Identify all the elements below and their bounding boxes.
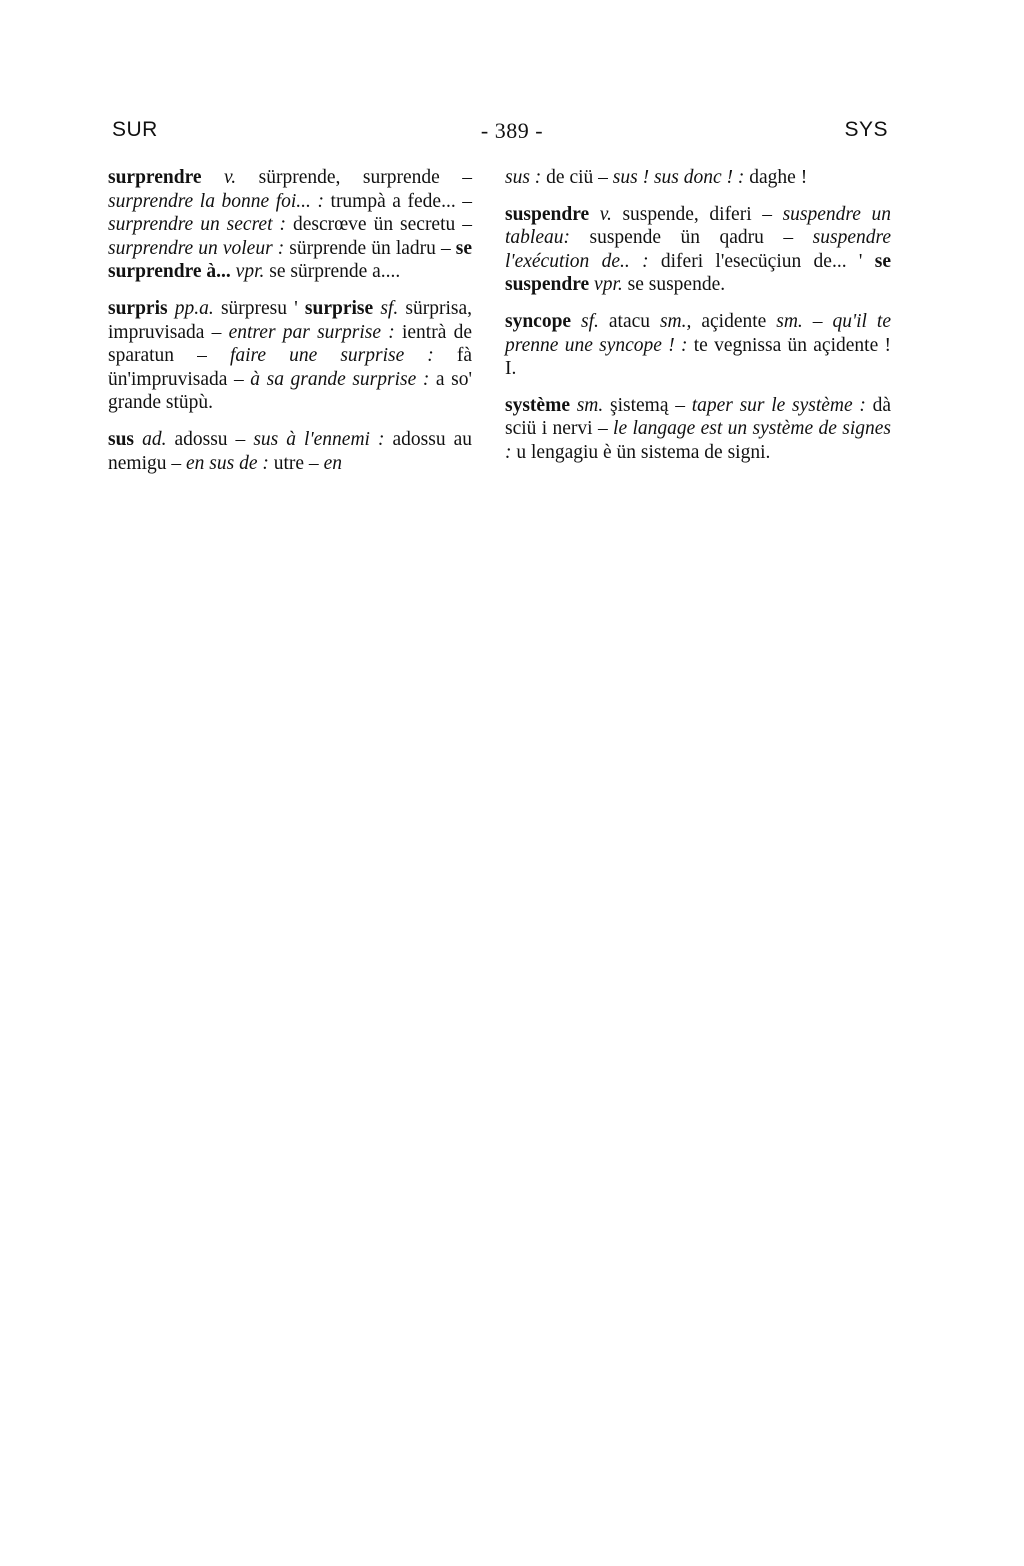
headword: sus — [108, 428, 135, 450]
italic-phrase: le langage est un système de signes : — [505, 418, 891, 463]
right-column — [505, 166, 891, 478]
definition-text: utre – — [268, 452, 324, 474]
definition-text: u lengagiu è ün sistema de signi. — [511, 441, 771, 463]
italic-phrase: surprendre un voleur : — [108, 237, 285, 259]
italic-phrase: vpr. — [235, 261, 265, 283]
page-number: - 389 - — [480, 118, 544, 143]
definition-text: se sürprende a.... — [264, 261, 401, 283]
definition-text — [571, 311, 581, 332]
running-head-left: SUR — [112, 118, 158, 141]
definition-text: de ciü – — [541, 167, 613, 188]
italic-phrase: sm. — [576, 394, 604, 416]
definition-text — [168, 298, 175, 319]
headword: se suspendre — [505, 250, 891, 296]
italic-phrase: en — [323, 452, 342, 474]
definition-text: descrœve ün secretu – — [285, 214, 472, 236]
italic-phrase: surprendre un secret : — [108, 214, 286, 236]
headword: surprendre — [108, 167, 202, 188]
italic-phrase: surprendre la bonne foi... : — [108, 190, 324, 212]
italic-phrase: v. — [224, 167, 237, 188]
definition-text — [589, 204, 600, 225]
italic-phrase: vpr. — [594, 274, 623, 296]
definition-text: atacu — [598, 310, 660, 332]
italic-phrase: taper sur le système : — [691, 394, 866, 416]
dictionary-entry — [505, 310, 891, 381]
definition-text: sürprisa, impruvisada – — [108, 297, 472, 343]
headword: système — [505, 394, 570, 416]
headword: syncope — [505, 310, 572, 332]
italic-phrase: sus : — [505, 167, 542, 188]
definition-text: te vegnissa ün açidente ! I. — [505, 334, 891, 380]
italic-phrase: faire une surprise : — [229, 345, 434, 367]
italic-phrase: sf. — [380, 297, 399, 319]
definition-text: trumpà a fede... – — [323, 190, 472, 212]
left-column — [108, 166, 472, 488]
italic-phrase: qu'il te prenne une syncope ! : — [505, 310, 891, 356]
headword: se surprendre à... — [108, 237, 473, 283]
italic-phrase: pp.a. — [174, 297, 214, 319]
italic-phrase: sm., — [659, 310, 692, 332]
definition-text: dà sciü i nervi – — [505, 394, 892, 440]
italic-phrase: sf. — [581, 310, 599, 332]
italic-phrase: suspendre un tableau: — [505, 203, 892, 249]
italic-phrase: sus ! sus donc ! : — [612, 167, 745, 188]
dictionary-entry — [108, 428, 472, 475]
italic-phrase: en sus de : — [186, 452, 269, 474]
definition-text: ientrà de sparatun – — [108, 321, 472, 367]
definition-text: diferi l'esecüçiun de... ' — [648, 250, 875, 272]
headword: surprise — [304, 297, 374, 319]
dictionary-entry — [108, 166, 472, 284]
definition-text: sürprende, surprende – — [236, 167, 473, 188]
italic-phrase: ad. — [142, 428, 167, 450]
definition-text: suspende ün qadru – — [569, 227, 813, 249]
definition-text: adossu au nemigu – — [108, 428, 472, 474]
italic-phrase: sm. — [776, 310, 803, 332]
definition-text — [202, 167, 225, 188]
definition-text: suspende, diferi – — [611, 203, 783, 225]
italic-phrase: sus à l'ennemi : — [253, 428, 385, 450]
dictionary-entry — [108, 297, 472, 415]
italic-phrase: suspendre l'exécution de.. : — [505, 227, 891, 272]
definition-text: sürpresu ' — [213, 297, 305, 319]
definition-text: açidente — [691, 310, 777, 332]
italic-phrase: à sa grande surprise : — [250, 368, 430, 390]
definition-text: – — [802, 310, 833, 332]
definition-text: daghe ! — [744, 167, 808, 188]
definition-text: a so' grande stüpù. — [108, 368, 472, 414]
definition-text — [134, 429, 142, 450]
definition-text — [570, 395, 577, 416]
italic-phrase: v. — [599, 203, 612, 225]
definition-text: fà ün'impruvisada – — [108, 345, 473, 390]
definition-text: şistemą – — [603, 394, 692, 416]
definition-text: se suspende. — [622, 274, 726, 296]
dictionary-entry — [505, 394, 891, 465]
definition-text: adossu – — [166, 428, 254, 450]
dictionary-entry — [505, 166, 891, 190]
italic-phrase: entrer par surprise : — [228, 321, 395, 343]
dictionary-entry — [505, 203, 891, 297]
definition-text: sürprende ün ladru – — [284, 237, 456, 259]
running-head-right: SYS — [844, 118, 888, 141]
headword: suspendre — [505, 203, 590, 225]
headword: surpris — [108, 297, 168, 319]
